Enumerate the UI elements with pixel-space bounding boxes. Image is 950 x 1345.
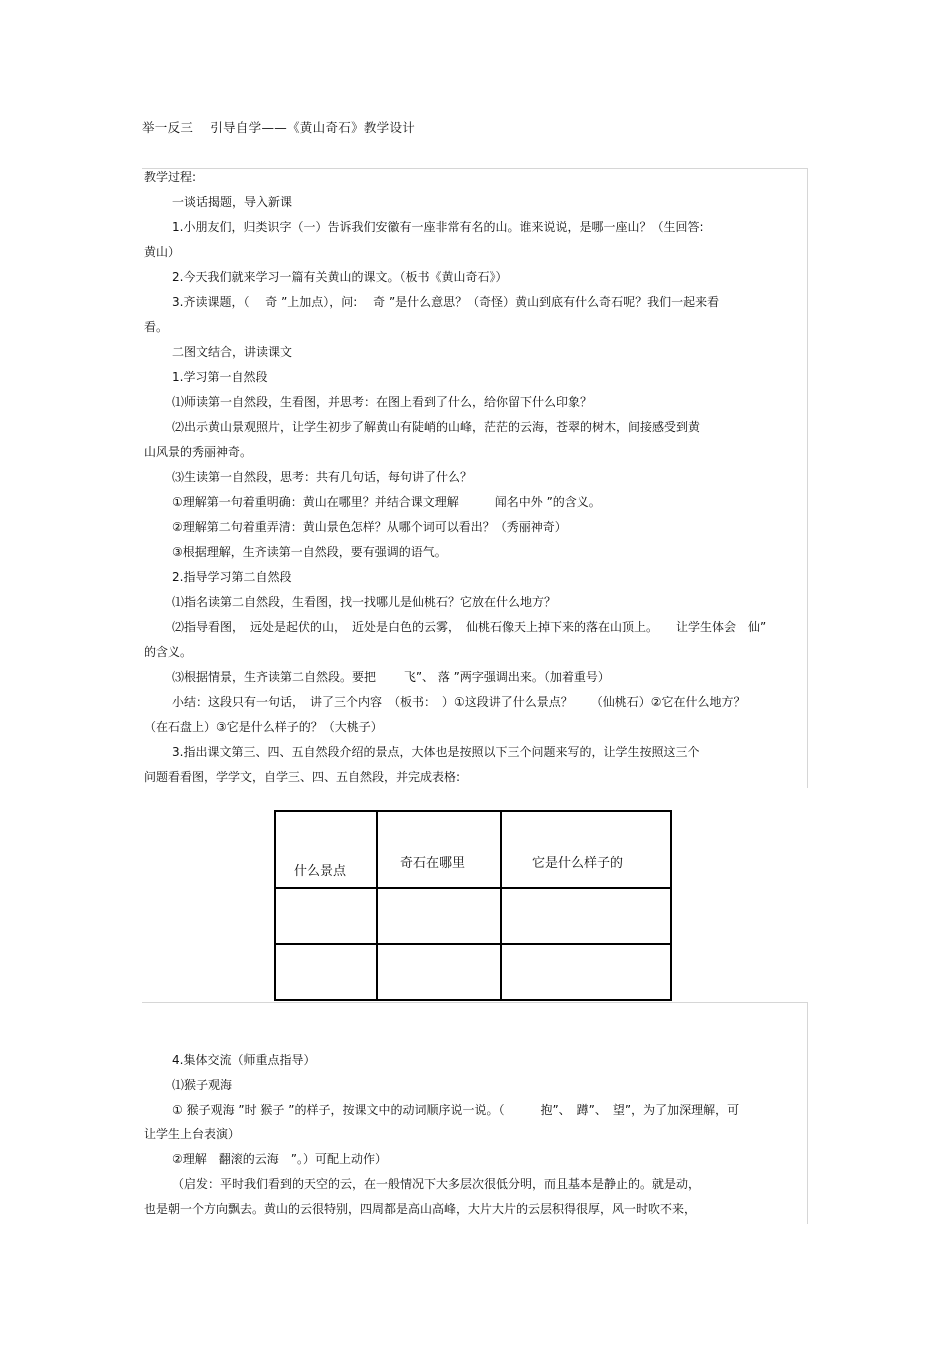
text-line: 问题看看图，学学文，自学三、四、五自然段，并完成表格: — [144, 770, 461, 784]
text-line: 3.齐读课题，（ 奇 ”上加点），问: 奇 ”是什么意思？（奇怪）黄山到底有什么奇石呢？我们一起来看 — [172, 295, 720, 309]
table-header-cell — [275, 811, 377, 888]
text-line: 2.今天我们就来学习一篇有关黄山的课文。（板书《黄山奇石》） — [172, 270, 508, 284]
text-line: ⑵出示黄山景观照片，让学生初步了解黄山有陡峭的山峰，茫茫的云海，苍翠的树木，间接感受到黄 — [172, 420, 701, 434]
text-line: ① 猴子观海 ”时 猴子 ”的样子，按课文中的动词顺序说一说。（ 抱”、 蹲”、 望”，为了加深理解，可 — [172, 1102, 740, 1117]
table-header-cell — [377, 811, 501, 888]
table-cell — [377, 944, 501, 1000]
text-line: 一谈话揭题，导入新课 — [172, 195, 293, 209]
text-line: 也是朝一个方向飘去。黄山的云很特别，四周都是高山高峰，大片大片的云层积得很厚，风一时吹不来， — [144, 1201, 697, 1216]
header-location: 奇石在哪里 — [400, 856, 466, 871]
text-line: 让学生上台表演） — [144, 1127, 241, 1142]
text-line: 的含义。 — [144, 645, 193, 659]
text-line: ⑴指名读第二自然段，生看图，找一找哪儿是仙桃石？它放在什么地方？ — [172, 595, 557, 609]
text-line: 2.指导学习第二自然段 — [172, 570, 292, 584]
text-line: 4.集体交流（师重点指导） — [172, 1053, 316, 1067]
table-row — [275, 944, 671, 1000]
text-line: ⑴猴子观海 — [172, 1077, 233, 1092]
table-header-cell — [501, 811, 671, 888]
text-line: 教学过程: — [144, 170, 197, 184]
text-line: ⑴师读第一自然段，生看图，并思考：在图上看到了什么，给你留下什么印象？ — [172, 395, 593, 409]
text-line: ②理解 翻滚的云海 ”。）可配上动作） — [172, 1152, 387, 1167]
document-title: 举一反三 引导自学——《黄山奇石》教学设计 — [142, 120, 416, 135]
text-line: ①理解第一句着重明确：黄山在哪里？并结合课文理解 闻名中外 ”的含义。 — [172, 495, 601, 509]
table-cell — [501, 944, 671, 1000]
text-line: 看。 — [144, 320, 169, 334]
exercise-table — [274, 810, 672, 1001]
text-line: ③根据理解，生齐读第一自然段，要有强调的语气。 — [172, 545, 447, 559]
text-line: ⑵指导看图， 远处是起伏的山， 近处是白色的云雾， 仙桃石像天上掉下来的落在山顶上。 让学生体会 仙” — [172, 620, 767, 634]
text-line: 1.学习第一自然段 — [172, 370, 268, 384]
text-line: （在石盘上）③它是什么样子的？（大桃子） — [144, 720, 383, 734]
text-line: 黄山） — [144, 245, 181, 259]
text-line: （启发：平时我们看到的天空的云，在一般情况下大多层次很低分明，而且基本是静止的。就是动， — [172, 1177, 701, 1191]
text-line: ②理解第二句着重弄清：黄山景色怎样？从哪个词可以看出？（秀丽神奇） — [172, 520, 567, 534]
text-line: 二图文结合，讲读课文 — [172, 345, 293, 359]
text-line: 3.指出课文第三、四、五自然段介绍的景点，大体也是按照以下三个问题来写的，让学生按照这三个 — [172, 745, 700, 759]
table-cell — [377, 888, 501, 944]
text-line: 1.小朋友们，归类识字（一）告诉我们安徽有一座非常有名的山。谁来说说，是哪一座山？（生回答: — [172, 220, 704, 234]
table-row — [275, 888, 671, 944]
header-appearance: 它是什么样子的 — [532, 856, 624, 871]
text-line: 山风景的秀丽神奇。 — [144, 445, 253, 459]
table-header-row — [275, 811, 671, 888]
table-cell — [275, 888, 377, 944]
table-cell — [275, 944, 377, 1000]
text-line: ⑶根据情景，生齐读第二自然段。要把 飞”、 落 ”两字强调出来。（加着重号） — [172, 670, 610, 684]
text-line: 小结：这段只有一句话， 讲了三个内容 （板书： ）①这段讲了什么景点？ （仙桃石）②它在什么地方？ — [172, 695, 746, 709]
text-line: ⑶生读第一自然段，思考：共有几句话，每句讲了什么？ — [172, 470, 473, 484]
table-cell — [501, 888, 671, 944]
header-scenic-spot: 什么景点 — [294, 864, 347, 879]
